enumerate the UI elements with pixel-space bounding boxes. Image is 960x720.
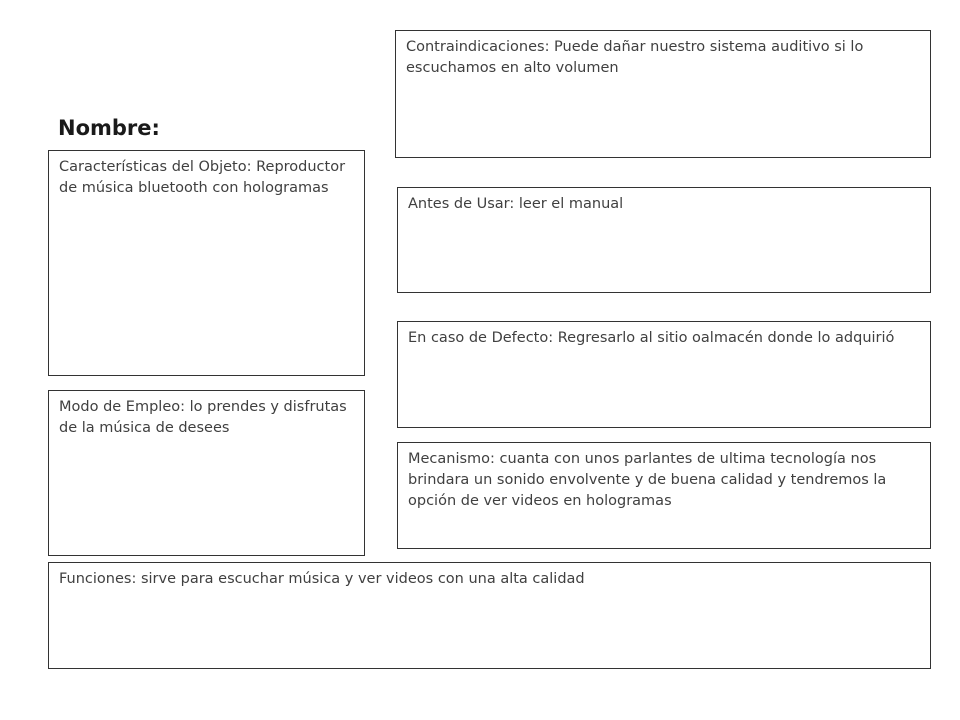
en-caso-de-defecto-box xyxy=(397,321,931,428)
en-caso-de-defecto-text: En caso de Defecto: Regresarlo al sitio oalmacén donde lo adquirió xyxy=(408,330,895,346)
funciones-box xyxy=(48,562,931,669)
mecanismo-text: Mecanismo: cuanta con unos parlantes de ultima tecnología nos brindara un sonido envolvente y de buena calidad y tendremos la opción de ver videos en hologramas xyxy=(408,451,887,509)
funciones-text: Funciones: sirve para escuchar música y ver videos con una alta calidad xyxy=(59,571,585,587)
modo-de-empleo-text: Modo de Empleo: lo prendes y disfrutas de la música de desees xyxy=(59,399,347,436)
contraindicaciones-text: Contraindicaciones: Puede dañar nuestro sistema auditivo si lo escuchamos en alto volumen xyxy=(406,39,864,76)
nombre-heading: Nombre: xyxy=(58,116,160,140)
caracteristicas-box xyxy=(48,150,365,376)
contraindicaciones-box xyxy=(395,30,931,158)
antes-de-usar-box xyxy=(397,187,931,293)
modo-de-empleo-box xyxy=(48,390,365,556)
antes-de-usar-text: Antes de Usar: leer el manual xyxy=(408,196,624,212)
caracteristicas-text: Características del Objeto: Reproductor de música bluetooth con hologramas xyxy=(59,159,346,196)
mecanismo-box xyxy=(397,442,931,549)
